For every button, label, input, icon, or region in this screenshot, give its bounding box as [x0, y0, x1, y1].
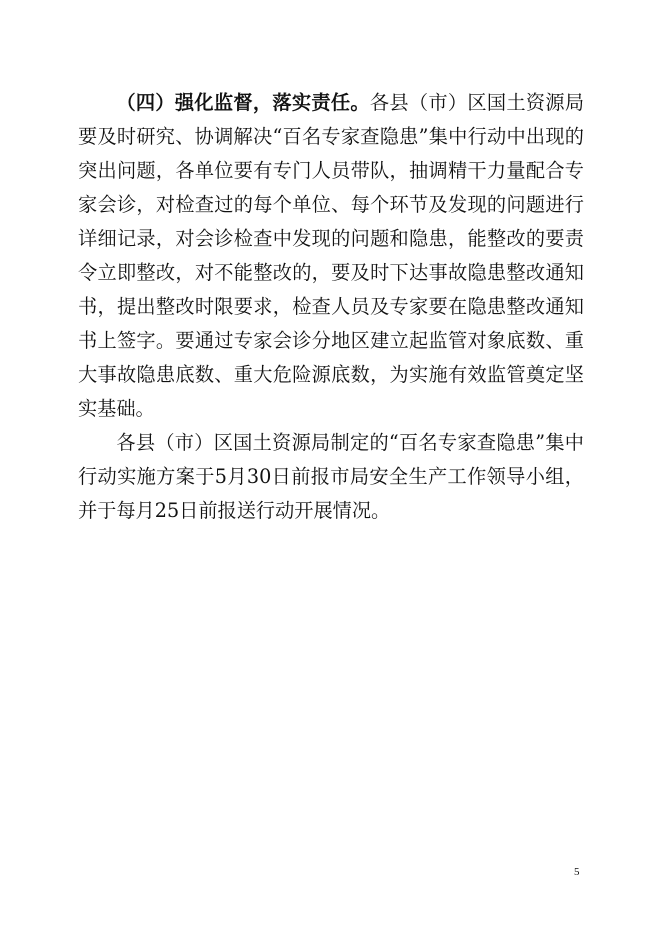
document-body — [78, 86, 584, 528]
paragraph-text: 各县（市）区国土资源局要及时研究、协调解决“百名专家查隐患”集中行动中出现的突出问题，各单位要有专门人员带队，抽调精干力量配合专家会诊，对检查过的每个单位、每个环节及发现的问题进行详细记录，对会诊检查中发现的问题和隐患，能整改的要责令立即整改，对不能整改的，要及时下达事故隐患整改通知书，提出整改时限要求，检查人员及专家要在隐患整改通知书上签字。要通过专家会诊分地区建立起监管对象底数、重大事故隐患底数、重大危险源底数，为实施有效监管奠定坚实基础。 — [78, 91, 585, 420]
section-heading: （四）强化监督，落实责任。 — [116, 91, 370, 114]
paragraph-supervision — [78, 86, 584, 426]
paragraph-schedule — [78, 426, 584, 528]
page-number: 5 — [574, 866, 580, 878]
paragraph-text: 各县（市）区国土资源局制定的“百名专家查隐患”集中行动实施方案于5月30日前报市局安全生产工作领导小组，并于每月25日前报送行动开展情况。 — [78, 431, 584, 522]
